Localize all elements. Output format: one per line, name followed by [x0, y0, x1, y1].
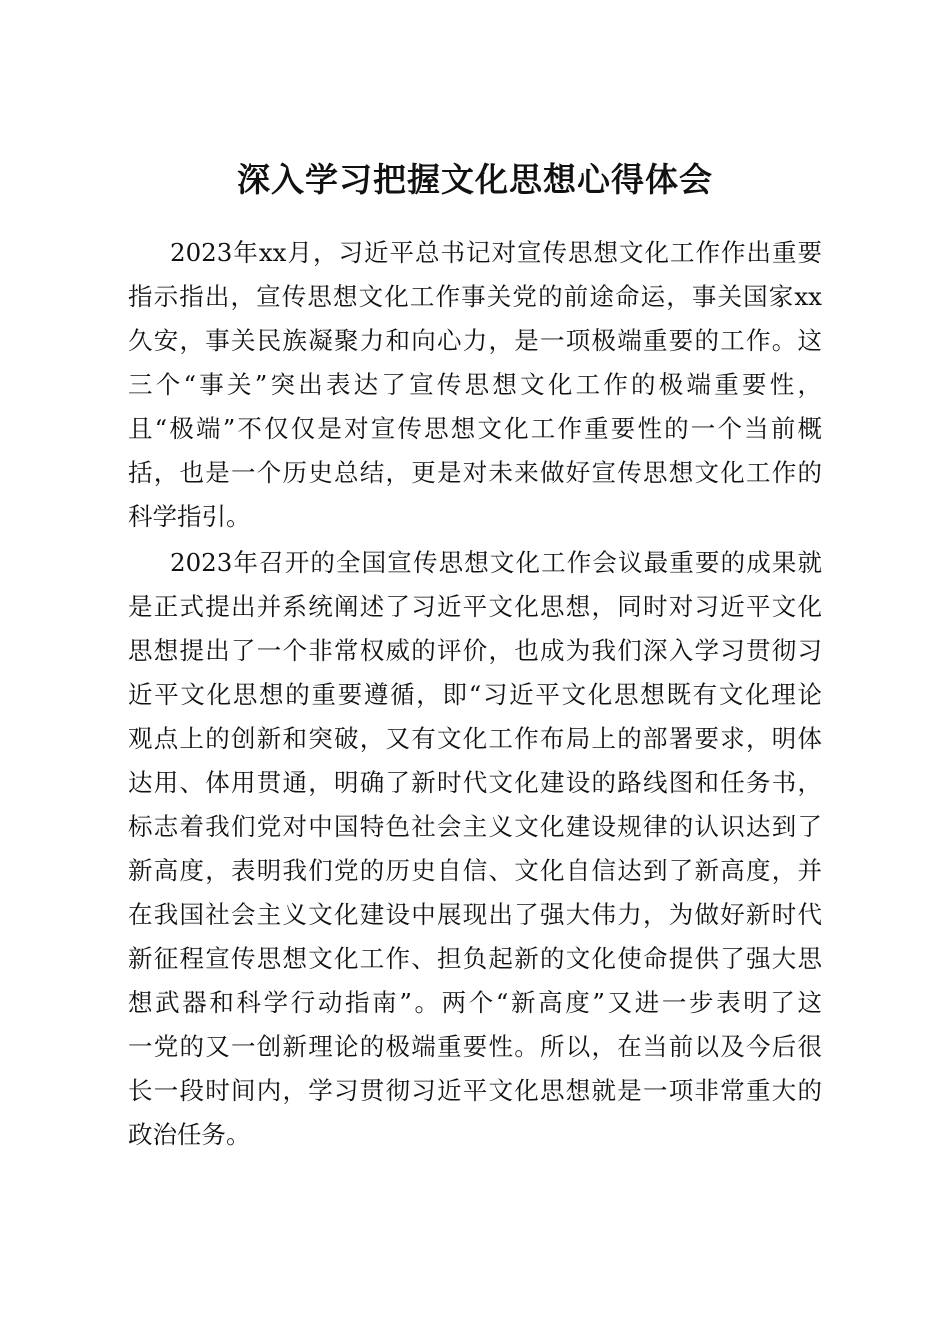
- text-line: 想武器和科学行动指南”。两个“新高度”又进一步表明了这: [128, 988, 822, 1017]
- text-line: 政治任务。: [128, 1120, 251, 1149]
- text-line: 达用、体用贯通，明确了新时代文化建设的路线图和任务书，: [128, 768, 822, 797]
- paragraph-1: [128, 231, 822, 539]
- text-line: 长一段时间内，学习贯彻习近平文化思想就是一项非常重大的: [128, 1076, 822, 1105]
- text-line: 括，也是一个历史总结，更是对未来做好宣传思想文化工作的: [128, 458, 822, 487]
- text-line: 标志着我们党对中国特色社会主义文化建设规律的认识达到了: [128, 812, 822, 841]
- text-line: 三个“事关”突出表达了宣传思想文化工作的极端重要性，: [128, 370, 822, 399]
- text-line: 思想提出了一个非常权威的评价，也成为我们深入学习贯彻习: [128, 636, 822, 665]
- text-line: 科学指引。: [128, 502, 251, 531]
- text-line: 一党的又一创新理论的极端重要性。所以，在当前以及今后很: [128, 1032, 822, 1061]
- document-body: [128, 231, 822, 1159]
- text-line: 2023年xx月，习近平总书记对宣传思想文化工作作出重要: [170, 238, 822, 267]
- text-line: 新征程宣传思想文化工作、担负起新的文化使命提供了强大思: [128, 944, 822, 973]
- text-line: 指示指出，宣传思想文化工作事关党的前途命运，事关国家xx: [128, 282, 822, 311]
- text-line: 是正式提出并系统阐述了习近平文化思想，同时对习近平文化: [128, 592, 822, 621]
- document-title: 深入学习把握文化思想心得体会: [237, 160, 713, 200]
- paragraph-2: [128, 541, 822, 1157]
- text-line: 在我国社会主义文化建设中展现出了强大伟力，为做好新时代: [128, 900, 822, 929]
- text-line: 久安，事关民族凝聚力和向心力，是一项极端重要的工作。这: [128, 326, 822, 355]
- text-line: 新高度，表明我们党的历史自信、文化自信达到了新高度，并: [128, 856, 822, 885]
- text-line: 观点上的创新和突破，又有文化工作布局上的部署要求，明体: [128, 724, 822, 753]
- text-line: 且“极端”不仅仅是对宣传思想文化工作重要性的一个当前概: [128, 414, 822, 443]
- text-line: 近平文化思想的重要遵循，即“习近平文化思想既有文化理论: [128, 680, 822, 709]
- text-line: 2023年召开的全国宣传思想文化工作会议最重要的成果就: [170, 548, 822, 577]
